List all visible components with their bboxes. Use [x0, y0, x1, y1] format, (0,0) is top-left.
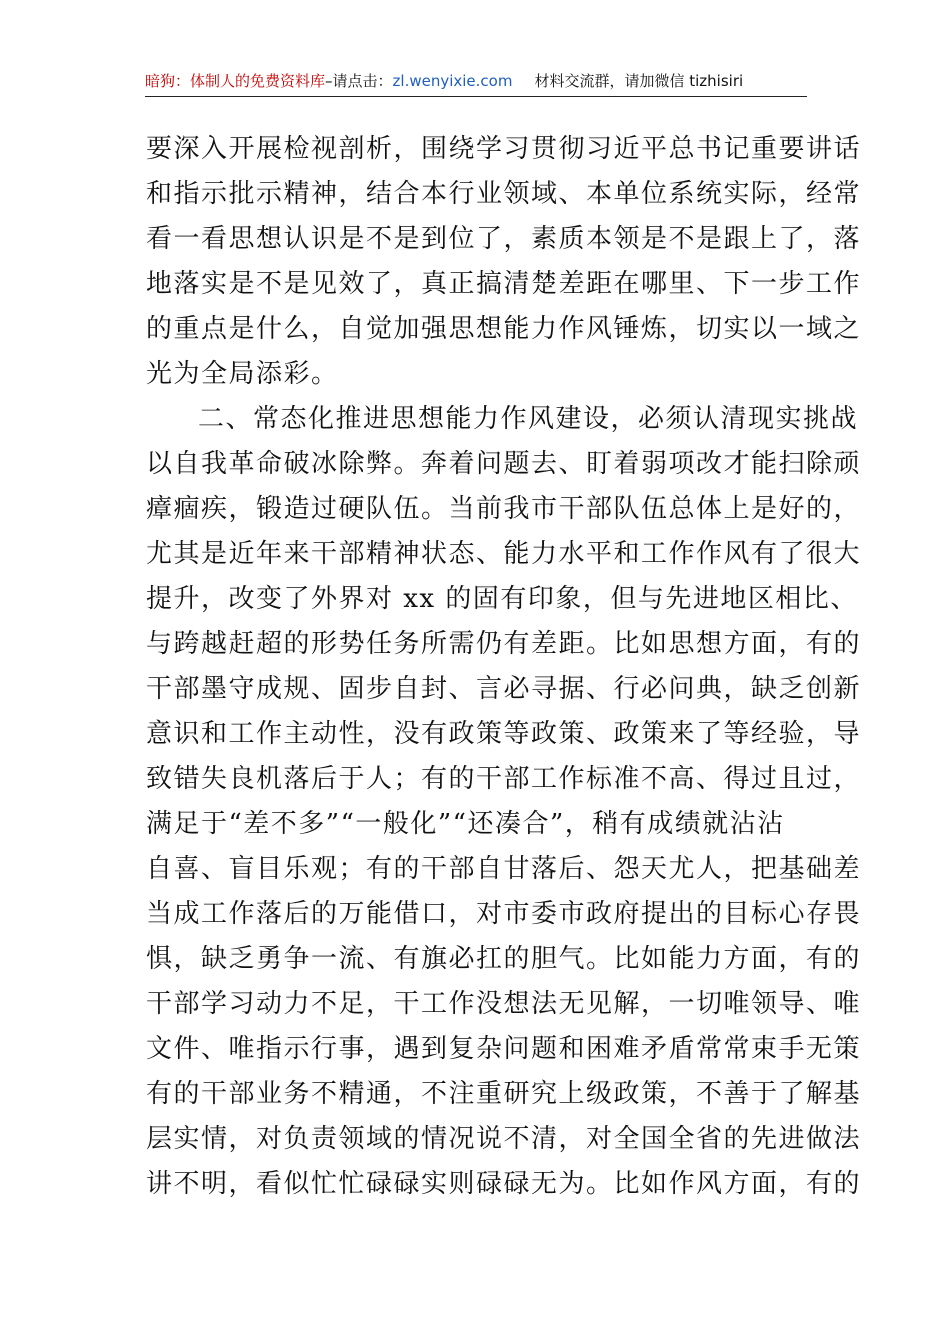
body-line: 自喜、盲目乐观；有的干部自甘落后、怨天尤人，把基础差 [146, 854, 862, 884]
body-line: 致错失良机落后于人；有的干部工作标准不高、得过且过， [146, 764, 862, 794]
body-line: 要深入开展检视剖析，围绕学习贯彻习近平总书记重要讲话 [146, 134, 862, 164]
body-line: 层实情，对负责领域的情况说不清，对全国全省的先进做法 [146, 1124, 862, 1154]
body-line: 地落实是不是见效了，真正搞清楚差距在哪里、下一步工作 [146, 269, 862, 299]
body-line: 与跨越赶超的形势任务所需仍有差距。比如思想方面，有的 [146, 629, 862, 659]
body-line: 瘴痼疾，锻造过硬队伍。当前我市干部队伍总体上是好的， [146, 494, 862, 524]
body-line: 提升，改变了外界对 xx 的固有印象，但与先进地区相比、 [146, 584, 858, 614]
body-line: 看一看思想认识是不是到位了，素质本领是不是跟上了，落 [146, 224, 862, 254]
body-line: 干部墨守成规、固步自封、言必寻据、行必问典，缺乏创新 [146, 674, 862, 704]
body-line: 文件、唯指示行事，遇到复杂问题和困难矛盾常常束手无策 [146, 1034, 862, 1064]
body-line: 讲不明，看似忙忙碌碌实则碌碌无为。比如作风方面，有的 [146, 1169, 862, 1199]
body-line: 意识和工作主动性，没有政策等政策、政策来了等经验，导 [146, 719, 862, 749]
body-line-section-start: 二、常态化推进思想能力作风建设，必须认清现实挑战 [198, 404, 859, 434]
body-line: 尤其是近年来干部精神状态、能力水平和工作作风有了很大 [146, 539, 862, 569]
body-line: 和指示批示精神，结合本行业领域、本单位系统实际，经常 [146, 179, 862, 209]
body-line: 有的干部业务不精通，不注重研究上级政策，不善于了解基 [146, 1079, 862, 1109]
body-line: 当成工作落后的万能借口，对市委市政府提出的目标心存畏 [146, 899, 862, 929]
header-note: 材料交流群，请加微信 tizhisiri [534, 72, 744, 90]
body-line: 的重点是什么，自觉加强思想能力作风锤炼，切实以一域之 [146, 314, 862, 344]
body-line: 干部学习动力不足，干工作没想法无见解，一切唯领导、唯 [146, 989, 862, 1019]
header-link[interactable]: zl.wenyixie.com [392, 72, 513, 90]
body-line: 满足于“差不多”“一般化”“还凑合”，稍有成绩就沾沾 [146, 809, 785, 839]
body-line: 以自我革命破冰除弊。奔着问题去、盯着弱项改才能扫除顽 [146, 449, 862, 479]
header-brand: 暗狗：体制人的免费资料库 [145, 72, 326, 90]
body-line: 光为全局添彩。 [146, 359, 339, 389]
body-line: 惧，缺乏勇争一流、有旗必扛的胆气。比如能力方面，有的 [146, 944, 862, 974]
header-prompt: –请点击： [325, 72, 393, 90]
